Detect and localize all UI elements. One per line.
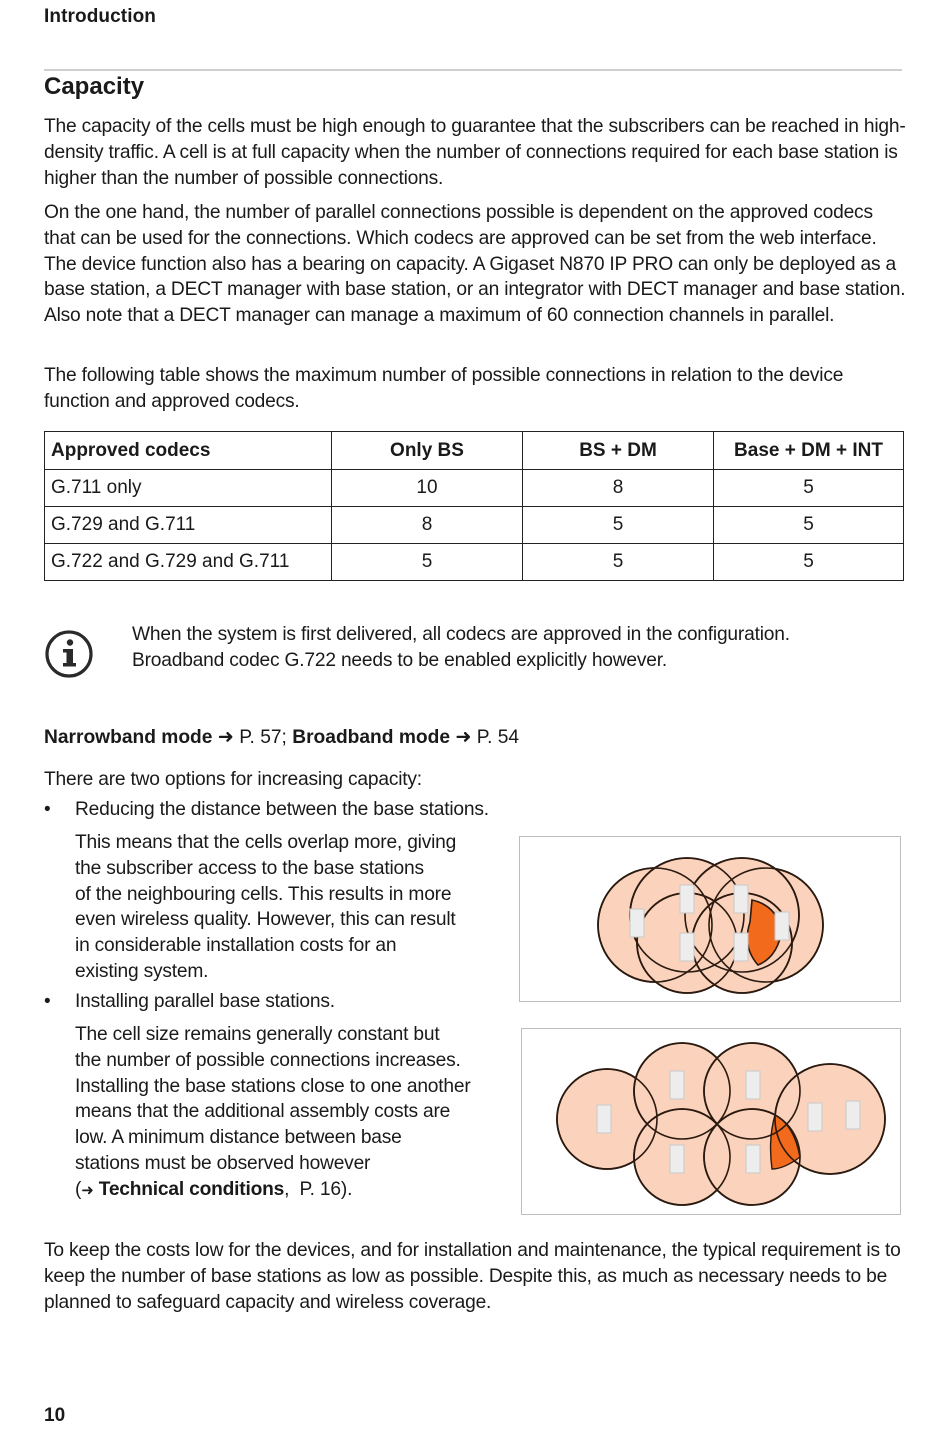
- option-title: Installing parallel base stations.: [75, 991, 335, 1012]
- base-station-icon: [746, 1145, 760, 1173]
- text-line: existing system.: [75, 960, 209, 982]
- table-cell: 5: [523, 544, 714, 581]
- bullet-icon: •: [44, 799, 51, 820]
- bullet-icon: •: [44, 991, 51, 1012]
- table-cell: 10: [332, 470, 523, 507]
- text-line: the subscriber access to the base stations: [75, 857, 424, 879]
- table-header-row: [45, 432, 904, 470]
- closing-paragraph: To keep the costs low for the devices, and for installation and maintenance, the typical requirement is to keep the number of base stations as low as possible. Despite this, as much as necessary needs to be planned to safeguard capacity and wireless coverage.: [44, 1240, 901, 1313]
- info-note: [132, 622, 892, 674]
- base-station-icon: [670, 1145, 684, 1173]
- info-note-line: When the system is first delivered, all codecs are approved in the configuration.: [132, 624, 790, 645]
- option-description: [75, 1022, 471, 1204]
- arrow-right-icon: ➜: [455, 727, 472, 748]
- capacity-table: [44, 431, 904, 581]
- base-station-icon: [734, 933, 748, 961]
- table-cell: 5: [714, 470, 904, 507]
- base-station-icon: [746, 1071, 760, 1099]
- table-cell: 5: [714, 507, 904, 544]
- table-header: Only BS: [332, 432, 523, 470]
- broadband-link[interactable]: Broadband mode: [292, 727, 451, 748]
- info-note-line: Broadband codec G.722 needs to be enabled explicitly however.: [132, 649, 668, 671]
- base-station-icon: [846, 1101, 860, 1129]
- base-station-icon: [597, 1105, 611, 1133]
- base-station-icon: [680, 933, 694, 961]
- section-header: Introduction: [44, 6, 157, 27]
- base-station-icon: [670, 1071, 684, 1099]
- table-cell: 8: [523, 470, 714, 507]
- table-row: [45, 470, 904, 507]
- ref-open: (: [75, 1178, 82, 1200]
- table-cell: G.711 only: [45, 470, 332, 507]
- overlapping-cells-diagram: [519, 836, 901, 1002]
- parallel-base-stations-diagram: [521, 1028, 901, 1215]
- page-number: 10: [44, 1405, 66, 1426]
- text-line: This means that the cells overlap more, giving: [75, 832, 457, 853]
- table-cell: 8: [332, 507, 523, 544]
- reference-separator: ;: [281, 727, 287, 748]
- table-cell: G.729 and G.711: [45, 507, 332, 544]
- text-line: stations must be observed however: [75, 1152, 371, 1174]
- arrow-right-icon: ➜: [217, 727, 234, 748]
- text-line: even wireless quality. However, this can result: [75, 909, 456, 931]
- table-cell: 5: [332, 544, 523, 581]
- broadband-page[interactable]: P. 54: [476, 727, 520, 748]
- table-header: BS + DM: [523, 432, 714, 470]
- technical-conditions-link[interactable]: Technical conditions: [98, 1178, 285, 1200]
- narrowband-page[interactable]: P. 57: [239, 727, 282, 748]
- table-cell: 5: [714, 544, 904, 581]
- technical-conditions-page[interactable]: P. 16: [299, 1178, 341, 1200]
- base-station-icon: [808, 1103, 822, 1131]
- text-line: Installing the base stations close to one another: [75, 1075, 471, 1097]
- table-cell: G.722 and G.729 and G.711: [45, 544, 332, 581]
- table-header: Approved codecs: [45, 432, 332, 470]
- arrow-right-icon: ➜: [81, 1181, 94, 1199]
- base-station-icon: [630, 909, 644, 937]
- text-line: means that the additional assembly costs are: [75, 1101, 451, 1123]
- paragraph-capacity-definition: The capacity of the cells must be high enough to guarantee that the subscribers can be reached in high-density traffic. A cell is at full capacity when the number of connections required for each base station is higher than the number of possible connections.: [44, 116, 906, 189]
- table-cell: 5: [523, 507, 714, 544]
- option-description: [75, 830, 456, 985]
- narrowband-link[interactable]: Narrowband mode: [44, 727, 213, 748]
- page-title: Capacity: [44, 73, 145, 100]
- text-line: (➜ Technical conditions, P. 16).: [75, 1178, 353, 1200]
- options-intro: There are two options for increasing capacity:: [44, 769, 422, 790]
- paragraph-codecs: On the one hand, the number of parallel connections possible is dependent on the approved codecs that can be used for the connections. Which codecs are approved can be set from the web interface. The device function also has a bearing on capacity. A Gigaset N870 IP PRO can only be deployed as a base station, a DECT manager with base station, or an integrator with DECT manager and base station. Also note that a DECT manager can manage a maximum of 60 connection channels in parallel.: [44, 202, 906, 327]
- paragraph-table-intro: The following table shows the maximum number of possible connections in relation to the device function and approved codecs.: [44, 365, 844, 412]
- ref-close: ).: [340, 1178, 353, 1200]
- text-line: in considerable installation costs for an: [75, 935, 397, 957]
- base-station-icon: [775, 912, 789, 940]
- base-station-icon: [734, 885, 748, 913]
- text-line: The cell size remains generally constant but: [75, 1024, 440, 1045]
- option-title: Reducing the distance between the base stations.: [75, 799, 489, 820]
- table-row: [45, 544, 904, 581]
- text-line: the number of possible connections increases.: [75, 1049, 461, 1071]
- table-header: Base + DM + INT: [714, 432, 904, 470]
- info-icon: [44, 629, 94, 679]
- base-station-icon: [680, 885, 694, 913]
- mode-references: [44, 725, 519, 749]
- header-divider: [44, 69, 902, 71]
- text-line: of the neighbouring cells. This results in more: [75, 883, 452, 905]
- text-line: low. A minimum distance between base: [75, 1127, 402, 1149]
- table-row: [45, 507, 904, 544]
